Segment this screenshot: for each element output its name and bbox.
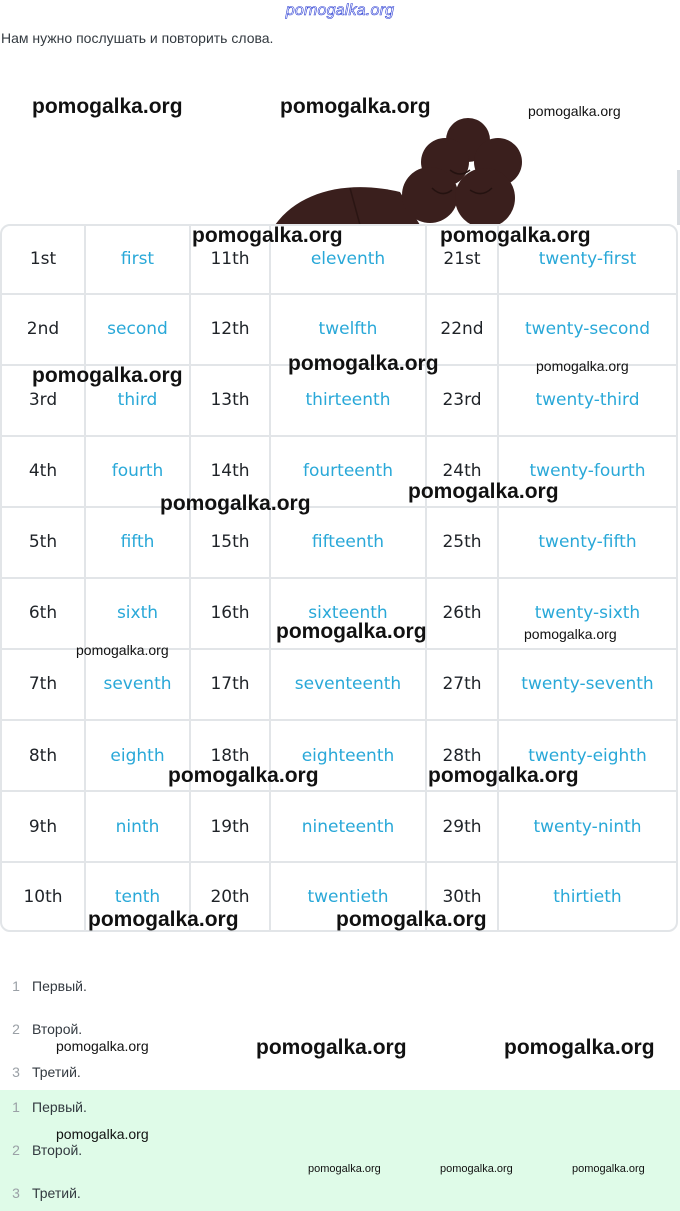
watermark: pomogalka.org xyxy=(160,492,311,515)
ordinal-word-cell: nineteenth xyxy=(270,791,426,862)
ordinal-word-cell: tenth xyxy=(85,862,190,930)
ordinal-word-cell: twelfth xyxy=(270,294,426,365)
ordinal-word-cell: twenty-third xyxy=(498,365,676,436)
ordinal-word-cell: ninth xyxy=(85,791,190,862)
watermark: pomogalka.org xyxy=(308,1163,381,1175)
ordinal-number-cell: 13th xyxy=(190,365,270,436)
ordinal-number-cell: 6th xyxy=(2,578,85,649)
ordinal-number-cell: 5th xyxy=(2,507,85,578)
ordinal-word-cell: twenty-fifth xyxy=(498,507,676,578)
list-item-number: 2 xyxy=(12,1021,20,1037)
list-item xyxy=(0,1099,87,1119)
ordinal-number-cell: 1st xyxy=(2,226,85,294)
ordinal-number-cell: 25th xyxy=(426,507,498,578)
watermark: pomogalka.org xyxy=(56,1126,149,1142)
ordinal-word-cell: eighteenth xyxy=(270,720,426,791)
ordinal-number-cell: 27th xyxy=(426,649,498,720)
ordinal-numbers-table xyxy=(0,224,678,932)
list-item-number: 2 xyxy=(12,1142,20,1158)
ordinal-number-cell: 11th xyxy=(190,226,270,294)
answer-highlight xyxy=(0,1090,680,1211)
ordinal-number-cell: 19th xyxy=(190,791,270,862)
list-item-number: 1 xyxy=(12,1099,20,1115)
ordinal-word-cell: seventeenth xyxy=(270,649,426,720)
list-item xyxy=(0,978,87,998)
list-item-text: Второй. xyxy=(32,1142,83,1158)
ordinal-number-cell: 26th xyxy=(426,578,498,649)
watermark: pomogalka.org xyxy=(256,1036,407,1059)
ordinal-number-cell: 24th xyxy=(426,436,498,507)
ordinal-word-cell: twenty-sixth xyxy=(498,578,676,649)
ordinal-number-cell: 15th xyxy=(190,507,270,578)
watermark: pomogalka.org xyxy=(276,620,427,643)
ordinal-number-cell: 2nd xyxy=(2,294,85,365)
list-item-text: Третий. xyxy=(32,1064,81,1080)
watermark: pomogalka.org xyxy=(32,95,183,118)
list-item-number: 3 xyxy=(12,1185,20,1201)
ordinal-number-cell: 21st xyxy=(426,226,498,294)
ordinal-word-cell: fifteenth xyxy=(270,507,426,578)
ordinal-word-cell: fifth xyxy=(85,507,190,578)
ordinal-word-cell: twenty-ninth xyxy=(498,791,676,862)
watermark: pomogalka.org xyxy=(76,642,169,658)
watermark: pomogalka.org xyxy=(524,626,617,642)
ordinal-word-cell: fourth xyxy=(85,436,190,507)
ordinal-word-cell: thirtieth xyxy=(498,862,676,930)
ordinal-number-cell: 14th xyxy=(190,436,270,507)
watermark: pomogalka.org xyxy=(440,224,591,247)
ordinal-word-cell: first xyxy=(85,226,190,294)
table-row xyxy=(2,436,676,507)
ordinal-number-cell: 22nd xyxy=(426,294,498,365)
ordinal-word-cell: sixth xyxy=(85,578,190,649)
watermark: pomogalka.org xyxy=(572,1163,645,1175)
ordinal-word-cell: third xyxy=(85,365,190,436)
ordinal-word-cell: twentieth xyxy=(270,862,426,930)
watermark: pomogalka.org xyxy=(536,358,629,374)
ordinal-word-cell: eighth xyxy=(85,720,190,791)
ordinal-word-cell: twenty-seventh xyxy=(498,649,676,720)
ordinal-word-cell: fourteenth xyxy=(270,436,426,507)
list-item-text: Первый. xyxy=(32,1099,87,1115)
ordinal-word-cell: sixteenth xyxy=(270,578,426,649)
list-item-number: 1 xyxy=(12,978,20,994)
ordinal-number-cell: 3rd xyxy=(2,365,85,436)
watermark: pomogalka.org xyxy=(428,764,579,787)
ordinal-number-cell: 17th xyxy=(190,649,270,720)
watermark: pomogalka.org xyxy=(32,364,183,387)
watermark: pomogalka.org xyxy=(440,1163,513,1175)
ordinal-word-cell: eleventh xyxy=(270,226,426,294)
watermark: pomogalka.org xyxy=(88,908,239,931)
ordinal-word-cell: twenty-first xyxy=(498,226,676,294)
ordinal-word-cell: twenty-eighth xyxy=(498,720,676,791)
ordinal-word-cell: twenty-fourth xyxy=(498,436,676,507)
table-row xyxy=(2,649,676,720)
ordinal-number-cell: 28th xyxy=(426,720,498,791)
list-item-text: Первый. xyxy=(32,978,87,994)
watermark: pomogalka.org xyxy=(192,224,343,247)
table-row xyxy=(2,791,676,862)
ordinal-word-cell: seventh xyxy=(85,649,190,720)
site-logo: pomogalka.org xyxy=(285,2,395,19)
ordinal-number-cell: 20th xyxy=(190,862,270,930)
ordinal-word-cell: twenty-second xyxy=(498,294,676,365)
watermark: pomogalka.org xyxy=(280,95,431,118)
watermark: pomogalka.org xyxy=(168,764,319,787)
list-item-number: 3 xyxy=(12,1064,20,1080)
ordinal-number-cell: 9th xyxy=(2,791,85,862)
list-item xyxy=(0,1185,81,1205)
ordinal-number-cell: 30th xyxy=(426,862,498,930)
ordinal-number-cell: 16th xyxy=(190,578,270,649)
instruction-text: Нам нужно послушать и повторить слова. xyxy=(1,30,274,46)
watermark: pomogalka.org xyxy=(528,103,621,119)
ordinal-number-cell: 18th xyxy=(190,720,270,791)
list-item-text: Второй. xyxy=(32,1021,83,1037)
ordinal-number-cell: 23rd xyxy=(426,365,498,436)
ordinal-word-cell: second xyxy=(85,294,190,365)
ordinal-number-cell: 29th xyxy=(426,791,498,862)
watermark: pomogalka.org xyxy=(504,1036,655,1059)
list-item xyxy=(0,1064,81,1084)
watermark: pomogalka.org xyxy=(56,1038,149,1054)
list-item-text: Третий. xyxy=(32,1185,81,1201)
watermark: pomogalka.org xyxy=(408,480,559,503)
ordinal-number-cell: 7th xyxy=(2,649,85,720)
ordinal-word-cell: thirteenth xyxy=(270,365,426,436)
table-row xyxy=(2,507,676,578)
watermark: pomogalka.org xyxy=(288,352,439,375)
list-item xyxy=(0,1142,82,1162)
watermark: pomogalka.org xyxy=(336,908,487,931)
ordinal-number-cell: 12th xyxy=(190,294,270,365)
ordinal-number-cell: 4th xyxy=(2,436,85,507)
ordinal-number-cell: 8th xyxy=(2,720,85,791)
ordinal-number-cell: 10th xyxy=(2,862,85,930)
